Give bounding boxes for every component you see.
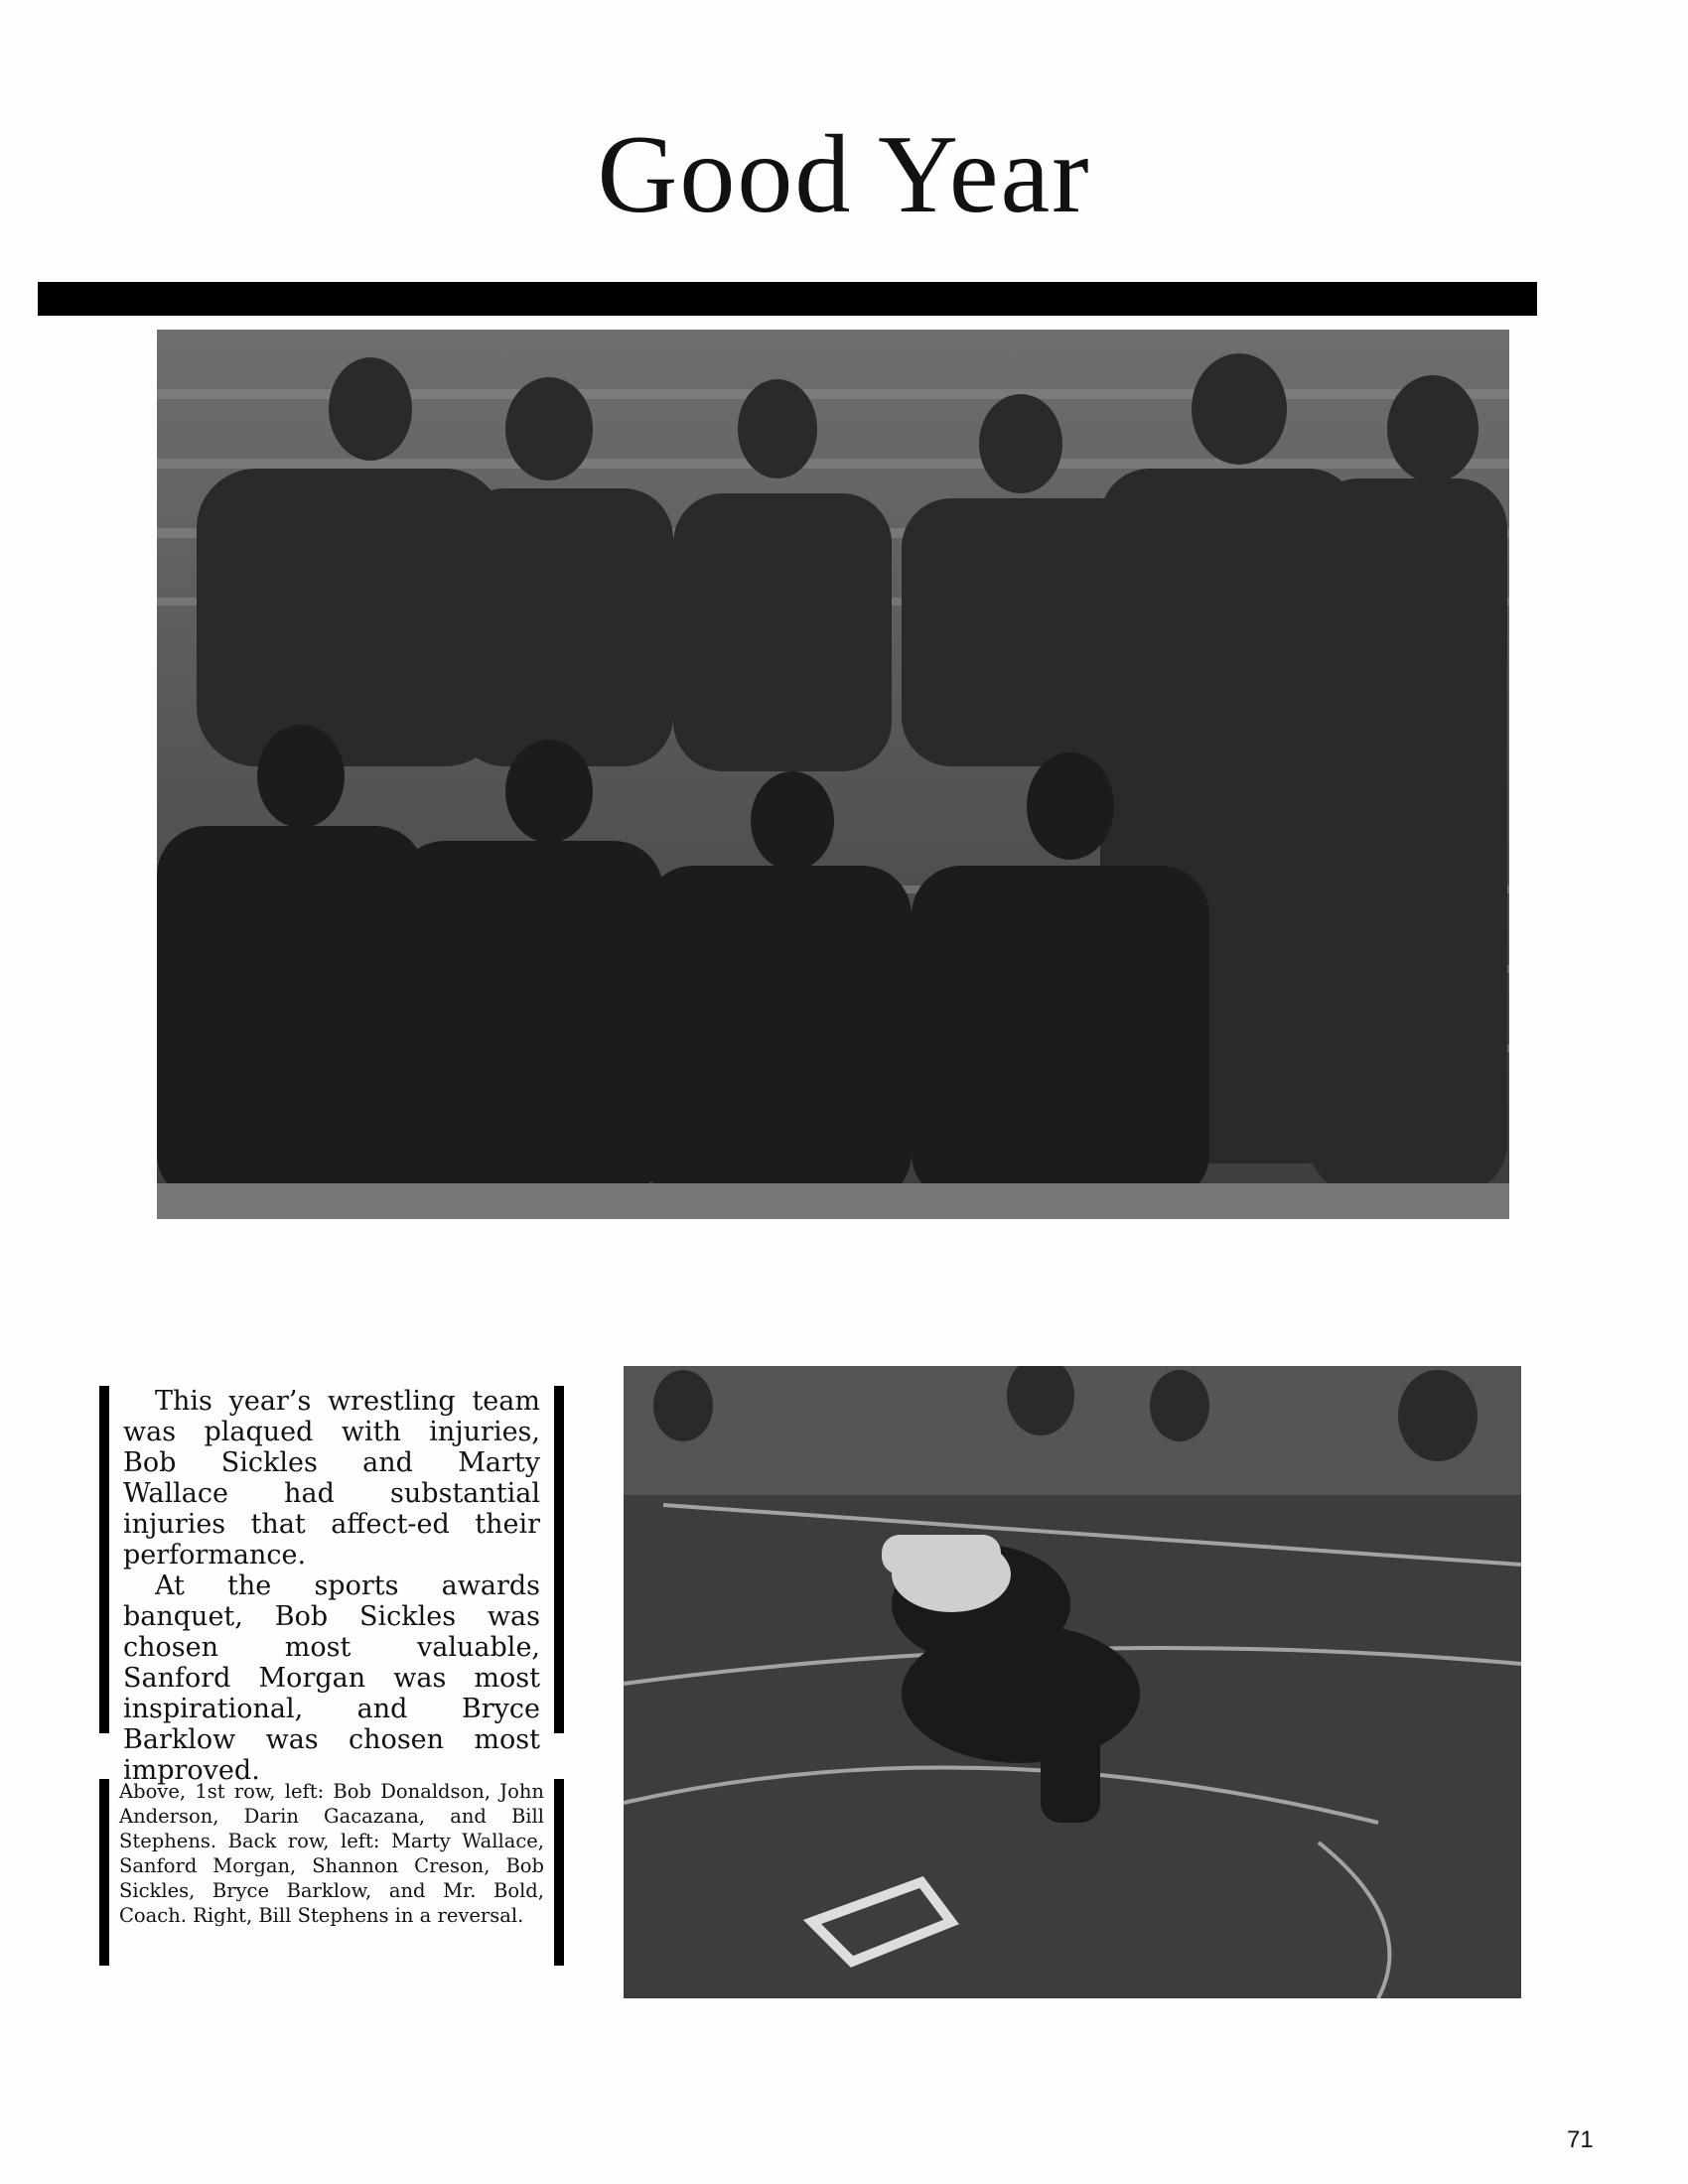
photo-caption xyxy=(99,1779,564,1966)
page-number: 71 xyxy=(1567,2126,1594,2153)
title-rule xyxy=(38,282,1537,316)
article-text xyxy=(99,1386,564,1786)
article-paragraph: This year’s wrestling team was plaqued with injuries, Bob Sickles and Marty Wallace had substantial injuries that affect-ed their performance. xyxy=(123,1386,540,1570)
article-paragraph: At the sports awards banquet, Bob Sickles was chosen most valuable, Sanford Morgan was most inspirational, and Bryce Barklow was chosen most improved. xyxy=(123,1570,540,1786)
team-photo-image xyxy=(157,330,1509,1219)
page-title: Good Year xyxy=(597,113,1091,236)
team-group-photo xyxy=(157,330,1509,1219)
caption-text: Above, 1st row, left: Bob Donaldson, John Anderson, Darin Gacazana, and Bill Stephens. Back row, left: Marty Wallace, Sanford Morgan, Shannon Creson, Bob Sickles, Bryce Barklow, and Mr. Bold, Coach. Right, Bill Stephens in a reversal. xyxy=(119,1780,544,1927)
wrestling-action-photo xyxy=(624,1366,1521,1998)
action-photo-image xyxy=(624,1366,1521,1998)
